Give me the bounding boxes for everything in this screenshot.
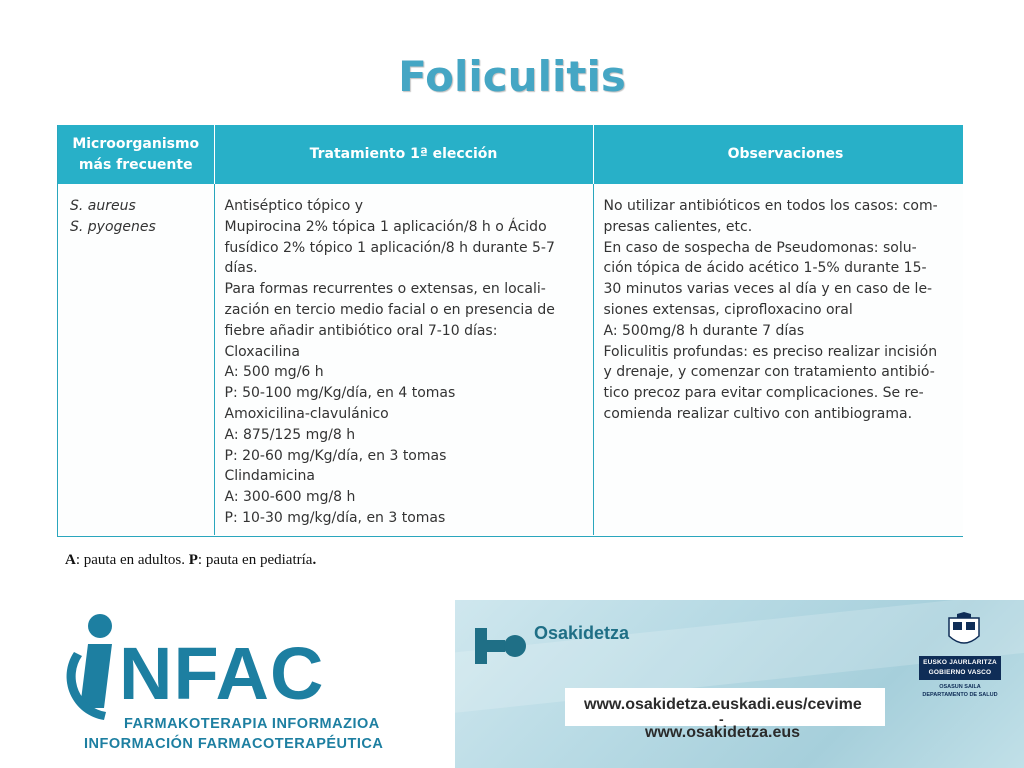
dept-line1: OSASUN SAILA [939,684,981,690]
tratamiento-line: P: 10-30 mg/kg/día, en 3 tomas [224,509,446,526]
footnote-a-text: : pauta en adultos. [75,552,189,568]
tratamiento-line: días. [224,260,258,277]
tratamiento-line: Amoxicilina-clavulánico [224,405,389,422]
infac-subtitle-eu: FARMAKOTERAPIA INFORMAZIOA [124,716,380,732]
header-observaciones-label: Observaciones [727,146,844,162]
osakidetza-url[interactable]: www.osakidetza.eus [645,724,801,741]
observacion-line: 30 minutos varias veces al día y en caso de le- [603,281,933,298]
cell-microorganismo [58,184,214,535]
tratamiento-line: fiebre añadir antibiótico oral 7-10 días: [224,322,498,339]
gov-line1: EUSKO JAURLARITZA [923,659,997,666]
observacion-line: y drenaje, y comenzar con tratamiento antibió- [603,364,935,381]
observacion-line: comienda realizar cultivo con antibiograma. [603,405,913,422]
observacion-line: ción tópica de ácido acético 1-5% durante 15- [603,260,927,277]
tratamiento-line: P: 20-60 mg/Kg/día, en 3 tomas [224,447,447,464]
tratamiento-line: Clindamicina [224,468,315,485]
observacion-line: A: 500mg/8 h durante 7 días [603,322,805,339]
dept-line2: DEPARTAMENTO DE SALUD [922,692,998,698]
observacion-line: No utilizar antibióticos en todos los casos: com- [603,198,938,214]
header-tratamiento [214,125,593,184]
tratamiento-line: Antiséptico tópico y [224,198,364,214]
tratamiento-line: Para formas recurrentes o extensas, en locali- [224,281,546,298]
tratamiento-line: Mupirocina 2% tópica 1 aplicación/8 h o Ácido [224,218,547,235]
cell-observaciones [593,184,963,535]
osakidetza-banner [455,600,1024,768]
header-microorganismo [58,125,214,184]
cell-tratamiento [214,184,593,535]
tratamiento-line: zación en tercio medio facial o en presencia de [224,301,555,318]
osakidetza-brand: Osakidetza [534,623,630,643]
table-row [58,184,963,535]
observacion-line: presas calientes, etc. [603,218,753,235]
microorganismo-line: S. aureus [70,198,136,214]
gov-line2: GOBIERNO VASCO [928,669,992,676]
footnote [65,552,316,569]
header-microorganismo-line1: Microorganismo [72,135,200,152]
header-microorganismo-line2: más frecuente [78,156,193,173]
footnote-p-key: P [188,552,198,568]
cevime-url[interactable]: www.osakidetza.euskadi.eus/cevime [584,696,862,713]
footnote-a-key: A [65,552,76,568]
infac-subtitle-es: INFORMACIÓN FARMACOTERAPÉUTICA [84,736,384,752]
tratamiento-line: A: 875/125 mg/8 h [224,426,356,443]
infac-wordmark: NFAC [119,632,325,715]
osakidetza-cross-icon [469,618,529,678]
tratamiento-line: Cloxacilina [224,343,300,360]
header-tratamiento-label: Tratamiento 1ª elección [309,146,498,162]
observacion-line: En caso de sospecha de Pseudomonas: solu- [603,239,917,256]
header-observaciones [593,125,963,184]
tratamiento-line: P: 50-100 mg/Kg/día, en 4 tomas [224,385,456,402]
slide-title: Foliculitis [398,52,626,101]
url-separator: - [719,711,724,727]
tratamiento-line: fusídico 2% tópico 1 aplicación/8 h durante 5-7 [224,239,555,256]
observacion-line: Foliculitis profundas: es preciso realizar incisión [603,343,938,360]
infac-logo [44,612,384,762]
tratamiento-line: A: 300-600 mg/8 h [224,489,356,506]
footnote-end: . [312,552,317,568]
microorganismo-line: S. pyogenes [70,218,156,235]
gobierno-vasco-box [919,656,1001,680]
footnote-p-text: : pauta en pediatría [197,552,313,568]
basque-government-crest-icon [939,612,989,650]
observacion-line: siones extensas, ciprofloxacino oral [603,301,853,318]
observacion-line: tico precoz para evitar complicaciones. Se re- [603,385,924,402]
treatment-table [57,125,963,537]
tratamiento-line: A: 500 mg/6 h [224,364,324,381]
